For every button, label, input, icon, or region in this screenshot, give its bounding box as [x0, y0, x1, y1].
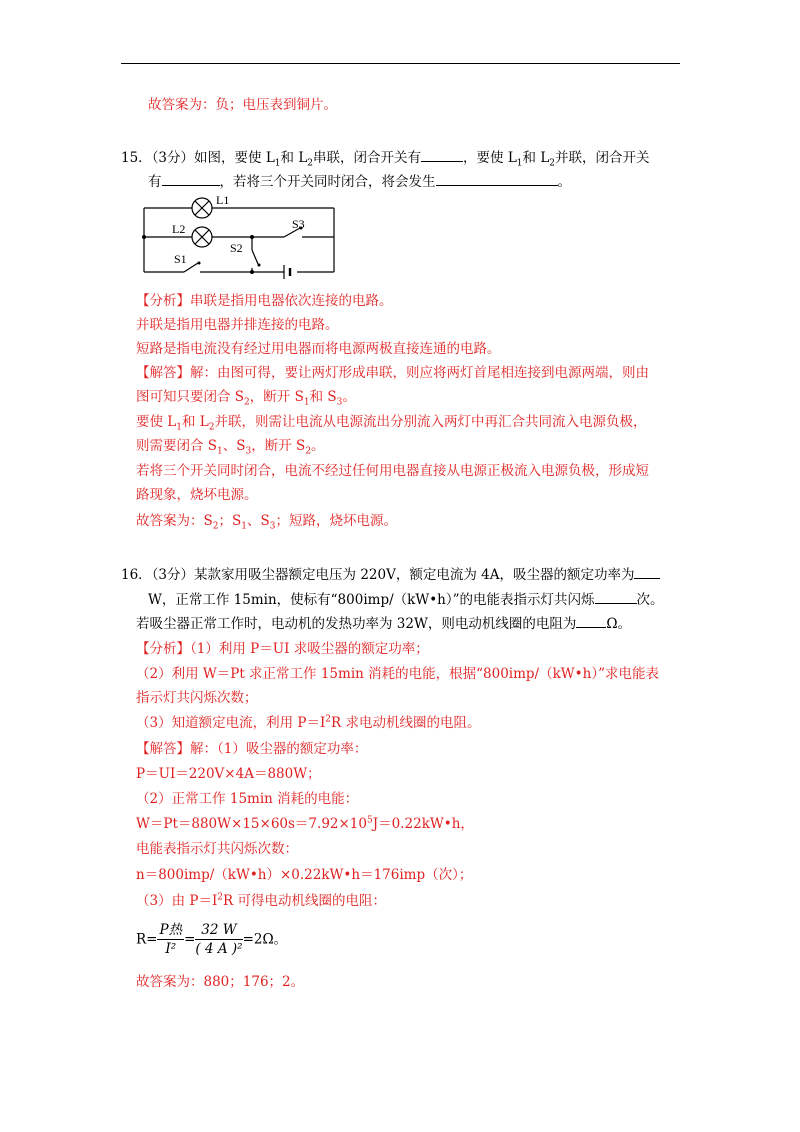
q16-answer-4: $W=Pt=880W\times 15\times 60s=7.92\times 10^5J=0.22kW•h$， [136, 815, 474, 832]
q16-line2: W，正常工作 15min，使标有“800imp/（kW•h）”的电能表指示灯共闪烁 次。 [148, 592, 664, 608]
q15-answer-1: 【解答】解：由图可得，要让两灯形成串联，则应将两灯首尾相连接到电源两端，则由 [136, 365, 649, 381]
q16-answer-7: （3）由 $P=I^2R$ 可得电动机线圈的电阻： [136, 892, 386, 909]
analysis-tag: 【分析】 [136, 293, 190, 309]
q16-line3: 若吸尘器正常工作时，电动机的发热功率为 32W，则电动机线圈的电阻为 Ω。 [136, 616, 632, 632]
fraction-2: $\frac{32 W}{\text{( 4 A )²}}$ [195, 922, 243, 957]
q16-answer-1: 【解答】解：（1）吸尘器的额定功率： [136, 741, 368, 757]
q15-answer-2: 图可知只要闭合 $S_2$，断开 $S_1$和 $S_3$。 [136, 389, 356, 408]
q14-answer: 故答案为：负；电压表到铜片。 [148, 97, 337, 113]
q16-analysis-4: （3）知道额定电流，利用 $P=I^2R$ 求电动机线圈的电阻。 [136, 714, 481, 731]
blank-2[interactable] [162, 173, 220, 186]
q16-answer-2: P＝UI＝220V×4A＝880W； [136, 766, 321, 782]
blank-6[interactable] [576, 615, 606, 628]
q15-answer-4: 则需要闭合 $S_1$、$S_3$，断开 $S_2$。 [136, 438, 325, 457]
resistance-formula: R= $\frac{\text{P热}}{\text{I²}}$ = $\frac{32 W}{\text{( 4 A )²}}$ =2Ω。 [136, 922, 288, 957]
label-S1: S1 [174, 252, 187, 266]
header-rule [121, 63, 680, 64]
q16-analysis-2: （2）利用 W＝Pt 求正常工作 15min 消耗的电能，根据“800imp/（kW•h）”求电能表 [136, 666, 659, 682]
analysis-tag: 【分析】 [136, 641, 190, 657]
label-S3: S3 [292, 217, 305, 231]
q15-analysis-2: 并联是指用电器并排连接的电路。 [136, 317, 339, 333]
blank-3[interactable] [436, 173, 558, 186]
q16-answer-3: （2）正常工作 15min 消耗的电能： [136, 791, 359, 807]
q15-analysis-1: 【分析】串联是指用电器依次连接的电路。 [136, 293, 393, 309]
q15-answer-6: 路现象，烧坏电源。 [136, 487, 258, 503]
answer-tag: 【解答】 [136, 365, 190, 381]
blank-1[interactable] [421, 149, 463, 162]
blank-5[interactable] [595, 591, 637, 604]
answer-tag: 【解答】 [136, 741, 190, 757]
q16-analysis-3: 指示灯共闪烁次数； [136, 690, 258, 706]
q16-number: 16． [121, 567, 152, 583]
q16-final: 故答案为：880；176；2。 [136, 974, 305, 990]
q16-line1: 16．（3分）某款家用吸尘器额定电压为 220V，额定电流为 4A，吸尘器的额定功率为 [121, 566, 660, 584]
label-L2: L2 [172, 222, 186, 236]
q16-answer-5: 电能表指示灯共闪烁次数： [136, 841, 298, 857]
label-L1: L1 [216, 193, 230, 207]
q15-analysis-3: 短路是指电流没有经过用电器而将电源两极直接连通的电路。 [136, 341, 501, 357]
q15-number: 15． [121, 150, 152, 166]
q15-answer-3: 要使 $L_1$和 $L_2$并联，则需让电流从电源流出分别流入两灯中再汇合共同流入电源负极， [136, 414, 647, 433]
q15-answer-5: 若将三个开关同时闭合，电流不经过任何用电器直接从电源正极流入电源负极，形成短 [136, 463, 649, 479]
circuit-diagram [134, 190, 344, 280]
q15-line2: 有 ，若将三个开关同时闭合，将会发生 。 [148, 174, 571, 190]
label-S2: S2 [230, 241, 243, 255]
q16-analysis-1: 【分析】（1）利用 P＝UI 求吸尘器的额定功率； [136, 641, 429, 657]
q15-line1: 15．（3分）如图，要使 $L_1$和 $L_2$串联，闭合开关有 ，要使 $L_1$和 $L_2$并联，闭合开关 [121, 150, 650, 169]
fraction-1: $\frac{\text{P热}}{\text{I²}}$ [159, 922, 183, 957]
blank-4[interactable] [634, 566, 660, 579]
q15-final: 故答案为：$S_2$；$S_1$、$S_3$；短路，烧坏电源。 [136, 513, 397, 532]
q16-answer-6: n＝800imp/（kW•h）×0.22kW•h＝176imp（次）； [136, 867, 473, 883]
